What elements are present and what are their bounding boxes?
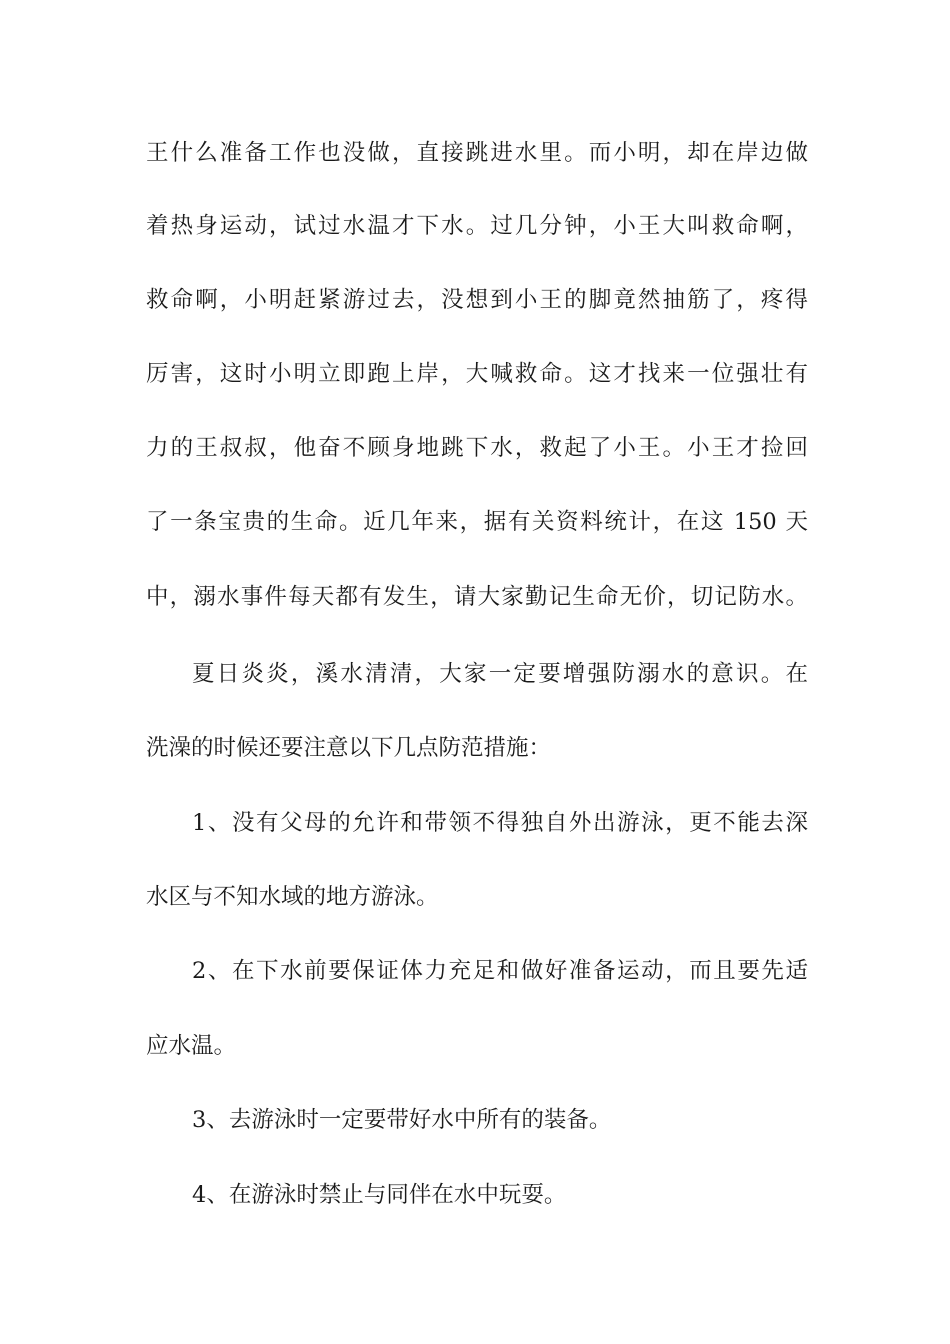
paragraph-line-3: 救命啊，小明赶紧游过去，没想到小王的脚竟然抽筋了，疼得 [146,287,808,313]
paragraph-line-6: 了一条宝贵的生命。近几年来，据有关资料统计，在这 150 天 [146,509,808,535]
paragraph-line-9: 洗澡的时候还要注意以下几点防范措施： [146,735,552,761]
list-item-1-line-1: 1、没有父母的允许和带领不得独自外出游泳，更不能去深 [192,810,808,836]
paragraph-line-4: 厉害，这时小明立即跑上岸，大喊救命。这才找来一位强壮有 [146,361,808,387]
list-item-2-line-1: 2、在下水前要保证体力充足和做好准备运动，而且要先适 [192,958,808,984]
list-item-3: 3、去游泳时一定要带好水中所有的装备。 [192,1107,612,1133]
list-item-4: 4、在游泳时禁止与同伴在水中玩耍。 [192,1182,567,1208]
paragraph-line-5: 力的王叔叔，他奋不顾身地跳下水，救起了小王。小王才捡回 [146,435,808,461]
paragraph-line-2: 着热身运动，试过水温才下水。过几分钟，小王大叫救命啊， [146,213,808,239]
list-item-1-line-2: 水区与不知水域的地方游泳。 [146,884,439,910]
list-item-2-line-2: 应水温。 [146,1033,237,1059]
paragraph-line-8: 夏日炎炎，溪水清清，大家一定要增强防溺水的意识。在 [192,661,808,687]
paragraph-line-7: 中，溺水事件每天都有发生，请大家勤记生命无价，切记防水。 [146,584,808,610]
paragraph-line-1: 王什么准备工作也没做，直接跳进水里。而小明，却在岸边做 [146,140,808,166]
